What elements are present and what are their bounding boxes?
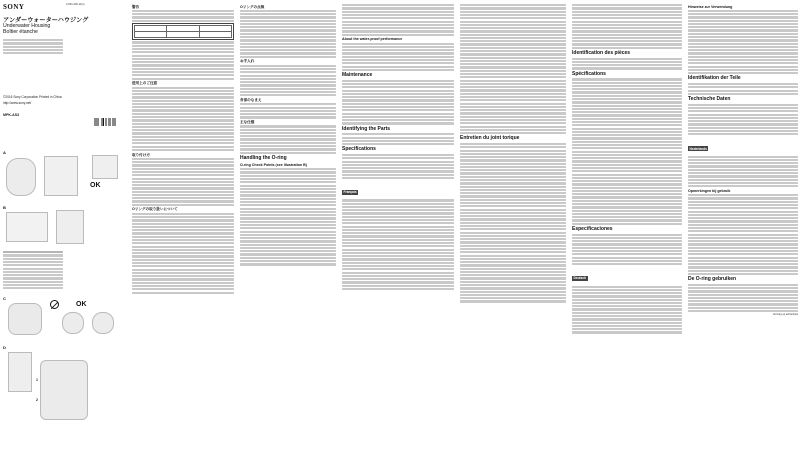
identification-pieces-heading: Identification des pièces [572,49,631,56]
especificaciones-heading: Especificaciones [572,225,613,232]
jp-maint-heading: お手入れ [240,59,255,64]
figure-label-b: B [3,205,6,210]
oring-nl-heading: De O-ring gebruiken [688,276,737,283]
francais-language-bar: Français [343,190,357,195]
website-url: http://www.sony.net/ [3,101,32,105]
callout-1: 1 [36,378,38,382]
camera-insert-illustration [92,155,118,179]
title-english [3,23,50,35]
housing-exploded-illustration [40,360,88,420]
copyright-line: ©2016 Sony Corporation Printed in China [3,95,62,99]
jp-attach-heading: 取り付け方 [132,152,150,157]
barcode [94,118,116,126]
ok-mark-1: OK [90,182,101,189]
specifications-heading: Specifications [342,146,376,153]
title-en-line-1: Underwater Housing [3,23,51,29]
part-number: 4-591-393-11(1) [66,3,85,6]
jp-parts-heading: 各部のなまえ [240,97,262,102]
figure-label-d: D [3,345,6,350]
language-list [3,38,63,56]
oring-check-points-heading: O-ring Check Points (see Illustration B) [240,162,307,167]
housing-side-illustration [44,156,78,196]
oring-wrong-illustration [92,312,114,334]
specifications-fr-heading: Spécifications [572,70,606,77]
jp-specs-heading: 主な仕様 [240,120,255,125]
callout-2: 2 [36,398,38,402]
title-japanese: アンダーウォーターハウジング [3,17,89,24]
continued-note: Vervolg op achterkant [772,313,798,317]
cover-column [0,0,128,456]
entretien-heading: Entretien du joint torique [460,135,520,142]
identifying-parts-heading: Identifying the Parts [342,125,391,132]
jp-oring-heading: Oリングの取り扱いについて [132,207,178,212]
strap-illustration [8,352,32,392]
ok-mark-2: OK [76,301,87,308]
maintenance-heading: Maintenance [342,72,373,79]
deutsch-language-bar: Deutsch [573,276,587,281]
jp-check-heading: Oリングの点検 [240,4,265,9]
figure-label-a: A [3,150,6,155]
oring-seated-illustration [62,312,84,334]
nederlands-language-bar: Nederlands [689,146,707,151]
model-number: MPK-AS3 [3,113,20,117]
german-dutch-column [686,0,800,456]
jp-notes-heading: 使用上のご注意 [132,81,158,86]
technische-daten-heading: Technische Daten [688,96,731,103]
oring-illustration [6,212,48,242]
brand-logo: SONY [3,3,25,11]
french-column [458,0,568,456]
japanese-column-1 [130,0,236,456]
about-waterproof-heading: About the water-proof performance [342,37,403,42]
housing-back-illustration [8,303,42,335]
latch-illustration [56,210,84,244]
figure-label-c: C [3,296,6,301]
english-column [340,0,456,456]
french-spanish-column [570,0,684,456]
prohibited-icon [50,300,59,309]
japanese-column-2 [238,0,338,456]
title-fr-line: Boîtier étanche [3,29,38,35]
hinweise-heading: Hinweise zur Verwendung [688,4,733,9]
warning-table [132,23,234,40]
opmerkingen-heading: Opmerkingen bij gebruik [688,188,731,193]
caption-block [3,250,63,290]
jp-caution-heading: 警告 [132,4,140,9]
identifikation-heading: Identifikation der Teile [688,75,741,82]
housing-front-illustration [6,158,36,196]
handling-oring-heading-en: Handling the O-ring [240,154,287,161]
